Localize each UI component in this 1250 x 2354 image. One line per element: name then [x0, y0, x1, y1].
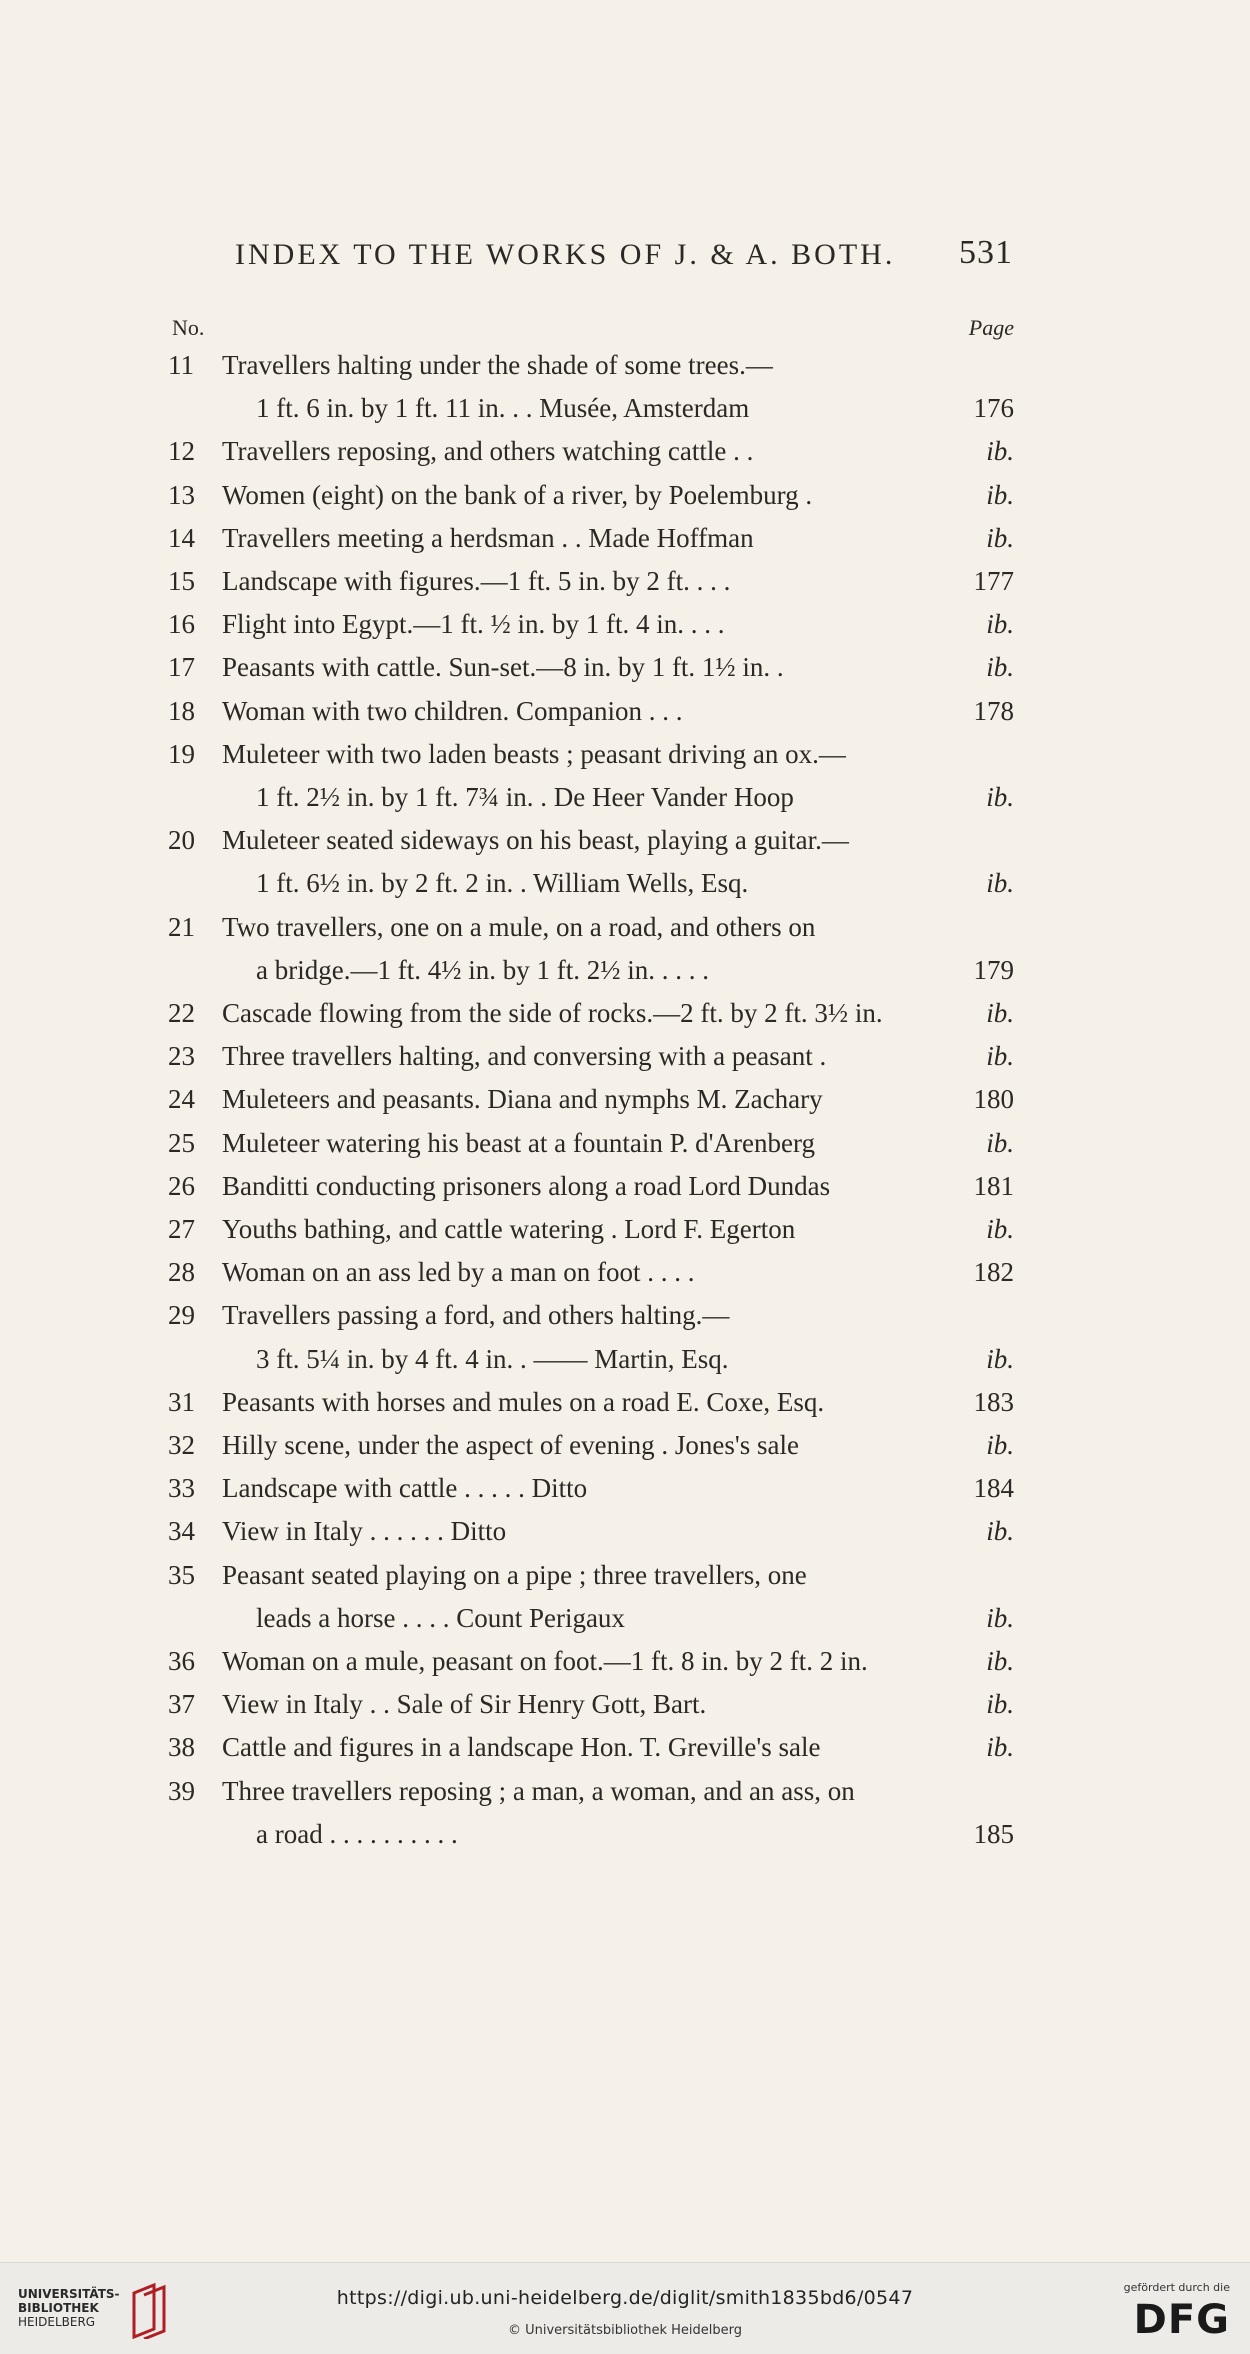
index-entry-line: [0, 523, 1250, 563]
entry-text: 1 ft. 6 in. by 1 ft. 11 in. . . Musée, Amsterdam: [256, 393, 750, 424]
entry-page-ref: ib.: [986, 1430, 1014, 1460]
entry-text: Woman on a mule, peasant on foot.—1 ft. 8 in. by 2 ft. 2 in.: [222, 1646, 868, 1676]
entry-text: 1 ft. 2½ in. by 1 ft. 7¾ in. . De Heer Vander Hoop: [256, 782, 794, 812]
entry-page-ref: ib.: [986, 1214, 1014, 1244]
entry-text: Banditti conducting prisoners along a road Lord Dundas: [222, 1170, 831, 1201]
running-header: [235, 234, 1015, 278]
entry-text: a road . . . . . . . . . .: [256, 1818, 458, 1849]
entry-page-ref: ib.: [986, 436, 1014, 467]
entry-number: 36: [168, 1646, 195, 1676]
entry-page-ref: ib.: [986, 479, 1014, 510]
index-entry-line: [0, 1214, 1250, 1254]
entry-text: Cascade flowing from the side of rocks.—2 ft. by 2 ft. 3½ in.: [222, 998, 883, 1028]
entry-text: Three travellers halting, and conversing with a peasant .: [222, 1041, 827, 1072]
index-entry-line: [0, 1776, 1250, 1816]
index-entry-line: [0, 1084, 1250, 1124]
entry-text: Youths bathing, and cattle watering . Lord F. Egerton: [222, 1214, 796, 1244]
entry-number: 14: [168, 522, 195, 553]
entry-page-ref: ib.: [986, 782, 1014, 812]
entry-text: Travellers reposing, and others watching cattle . .: [222, 436, 754, 467]
entry-text: Travellers meeting a herdsman . . Made Hoffman: [222, 522, 754, 553]
entry-text: 1 ft. 6½ in. by 2 ft. 2 in. . William Wells, Esq.: [256, 868, 749, 899]
entry-page-ref: 178: [973, 695, 1014, 726]
entry-text: Flight into Egypt.—1 ft. ½ in. by 1 ft. 4 in. . . .: [222, 609, 725, 640]
index-entry-line: [0, 1516, 1250, 1556]
entry-text: Landscape with figures.—1 ft. 5 in. by 2 ft. . . .: [222, 566, 731, 596]
index-entry-line: [0, 609, 1250, 649]
entry-page-ref: ib.: [986, 522, 1014, 553]
entry-number: 29: [168, 1300, 195, 1331]
entry-number: 35: [168, 1559, 195, 1590]
index-entry-line: [0, 868, 1250, 908]
entry-page-ref: ib.: [986, 1343, 1014, 1374]
entry-number: 34: [168, 1516, 195, 1547]
entry-number: 39: [168, 1775, 195, 1806]
entry-text: Muleteer seated sideways on his beast, playing a guitar.—: [222, 825, 849, 856]
entry-text: 3 ft. 5¼ in. by 4 ft. 4 in. . —— Martin, Esq.: [256, 1343, 729, 1374]
entry-text: View in Italy . . Sale of Sir Henry Gott, Bart.: [222, 1689, 707, 1720]
entry-number: 26: [168, 1170, 195, 1201]
index-entry-line: [0, 1387, 1250, 1427]
entry-page-ref: 181: [973, 1170, 1014, 1201]
entry-page-ref: 184: [973, 1473, 1014, 1504]
entry-text: Hilly scene, under the aspect of evening . Jones's sale: [222, 1430, 799, 1460]
entry-page-ref: ib.: [986, 1127, 1014, 1158]
index-entry-line: [0, 1603, 1250, 1643]
index-entry-line: [0, 1257, 1250, 1297]
index-entry-line: [0, 350, 1250, 390]
funder-label: gefördert durch die: [1123, 2281, 1230, 2294]
index-entry-line: [0, 912, 1250, 952]
entry-text: Woman on an ass led by a man on foot . . . .: [222, 1257, 695, 1288]
index-entry-line: [0, 998, 1250, 1038]
entry-number: 31: [168, 1386, 195, 1417]
entry-text: Three travellers reposing ; a man, a woman, and an ass, on: [222, 1775, 855, 1806]
entry-text: a bridge.—1 ft. 4½ in. by 1 ft. 2½ in. . . . .: [256, 954, 709, 985]
entry-page-ref: ib.: [986, 1516, 1014, 1547]
entry-page-ref: 176: [973, 393, 1014, 424]
index-entry-line: [0, 480, 1250, 520]
index-entry-line: [0, 696, 1250, 736]
entry-page-ref: ib.: [986, 1602, 1014, 1633]
entry-number: 24: [168, 1084, 195, 1115]
index-entry-line: [0, 1171, 1250, 1211]
entry-text: Muleteers and peasants. Diana and nymphs M. Zachary: [222, 1084, 823, 1115]
entry-number: 12: [168, 436, 195, 467]
index-entry-line: [0, 1689, 1250, 1729]
entry-text: Woman with two children. Companion . . .: [222, 695, 683, 726]
entry-number: 15: [168, 566, 195, 596]
index-entry-line: [0, 1646, 1250, 1686]
column-head-page: Page: [968, 315, 1014, 340]
entry-text: Travellers halting under the shade of some trees.—: [222, 350, 773, 380]
dfg-logo: DFG: [1133, 2297, 1230, 2343]
viewer-footer: [0, 2262, 1250, 2354]
copyright-notice: © Universitätsbibliothek Heidelberg: [507, 2323, 742, 2338]
entry-text: Peasant seated playing on a pipe ; three travellers, one: [222, 1559, 807, 1590]
entry-page-ref: ib.: [986, 1646, 1014, 1676]
index-entry-line: [0, 1732, 1250, 1772]
entry-text: Muleteer with two laden beasts ; peasant driving an ox.—: [222, 738, 846, 769]
entry-number: 22: [168, 998, 195, 1028]
entry-page-ref: ib.: [986, 868, 1014, 899]
library-logo-icon: [128, 2283, 174, 2339]
entry-number: 28: [168, 1257, 195, 1288]
entry-page-ref: ib.: [986, 1689, 1014, 1720]
entry-page-ref: 180: [973, 1084, 1014, 1115]
entry-text: Women (eight) on the bank of a river, by Poelemburg .: [222, 479, 813, 510]
entry-number: 13: [168, 479, 195, 510]
entry-text: View in Italy . . . . . . Ditto: [222, 1516, 507, 1547]
entry-page-ref: 177: [973, 566, 1014, 596]
entry-number: 25: [168, 1127, 195, 1158]
index-entry-line: [0, 436, 1250, 476]
entry-text: Landscape with cattle . . . . . Ditto: [222, 1473, 588, 1504]
entry-number: 37: [168, 1689, 195, 1720]
entry-text: leads a horse . . . . Count Perigaux: [256, 1602, 625, 1633]
index-entry-line: [0, 1300, 1250, 1340]
entry-number: 11: [168, 350, 194, 380]
index-entry-line: [0, 1344, 1250, 1384]
entry-number: 20: [168, 825, 195, 856]
running-title: INDEX TO THE WORKS OF J. & A. BOTH.: [235, 238, 896, 271]
index-entry-line: [0, 955, 1250, 995]
entry-page-ref: 185: [973, 1818, 1014, 1849]
entry-number: 21: [168, 911, 195, 942]
entry-page-ref: ib.: [986, 609, 1014, 640]
entry-number: 33: [168, 1473, 195, 1504]
library-name: UNIVERSITÄTS- BIBLIOTHEK HEIDELBERG: [18, 2287, 120, 2329]
entry-number: 16: [168, 609, 195, 640]
entry-text: Travellers passing a ford, and others halting.—: [222, 1300, 730, 1331]
entry-number: 17: [168, 652, 195, 683]
index-entry-line: [0, 1819, 1250, 1859]
entry-text: Cattle and figures in a landscape Hon. T. Greville's sale: [222, 1732, 821, 1763]
entry-page-ref: 183: [973, 1386, 1014, 1417]
index-entry-line: [0, 739, 1250, 779]
entry-number: 38: [168, 1732, 195, 1763]
index-entry-line: [0, 566, 1250, 606]
index-entry-line: [0, 782, 1250, 822]
entry-page-ref: 182: [973, 1257, 1014, 1288]
index-entry-line: [0, 652, 1250, 692]
entry-text: Peasants with cattle. Sun-set.—8 in. by 1 ft. 1½ in. .: [222, 652, 784, 683]
index-entry-line: [0, 1473, 1250, 1513]
index-entry-line: [0, 1128, 1250, 1168]
entry-page-ref: ib.: [986, 1732, 1014, 1763]
page-number: 531: [959, 234, 1013, 271]
entry-number: 19: [168, 738, 195, 769]
entry-number: 18: [168, 695, 195, 726]
index-entry-line: [0, 1430, 1250, 1470]
index-entry-line: [0, 1041, 1250, 1081]
entry-text: Muleteer watering his beast at a fountain P. d'Arenberg: [222, 1127, 815, 1158]
entry-page-ref: 179: [973, 954, 1014, 985]
entry-text: Peasants with horses and mules on a road E. Coxe, Esq.: [222, 1386, 825, 1417]
index-entry-line: [0, 825, 1250, 865]
permalink-url[interactable]: https://digi.ub.uni-heidelberg.de/diglit/smith1835bd6/0547: [336, 2287, 914, 2309]
entry-page-ref: ib.: [986, 1041, 1014, 1072]
entry-text: Two travellers, one on a mule, on a road, and others on: [222, 911, 816, 942]
entry-number: 27: [168, 1214, 195, 1244]
entry-page-ref: ib.: [986, 652, 1014, 683]
entry-number: 32: [168, 1430, 195, 1460]
index-entry-line: [0, 393, 1250, 433]
entry-number: 23: [168, 1041, 195, 1072]
index-entry-line: [0, 1560, 1250, 1600]
entry-page-ref: ib.: [986, 998, 1014, 1028]
column-head-no: No.: [172, 315, 205, 340]
